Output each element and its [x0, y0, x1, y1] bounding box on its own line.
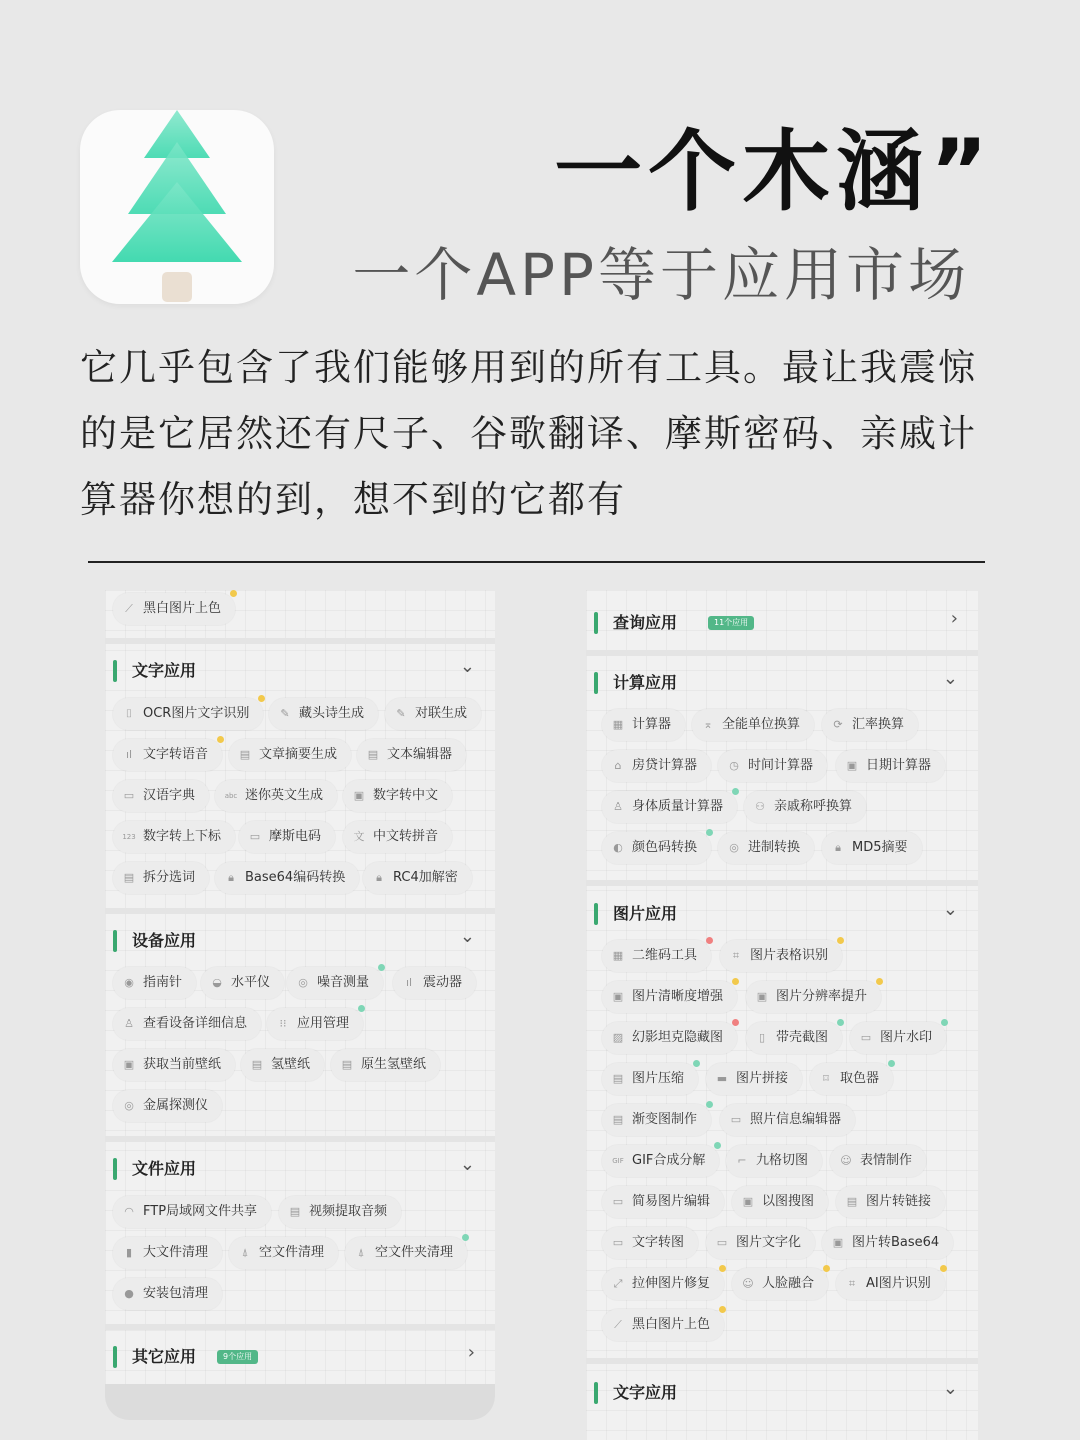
- palette-icon: ◐: [613, 841, 623, 854]
- chip-image-link[interactable]: ▤ 图片转链接: [836, 1186, 945, 1218]
- chip-color-code[interactable]: ◐ 颜色码转换: [602, 832, 711, 864]
- chip-mortgage[interactable]: ⌂ 房贷计算器: [602, 750, 711, 782]
- chip-morse[interactable]: ▭ 摩斯电码: [239, 821, 335, 853]
- chip-bmi[interactable]: ♙ 身体质量计算器: [602, 791, 737, 823]
- translate-icon: 文: [353, 830, 365, 843]
- number-icon: ▣: [353, 789, 365, 802]
- face-icon: ☺: [742, 1277, 754, 1290]
- chip-base-convert[interactable]: ◎ 进制转换: [718, 832, 814, 864]
- chip-ftp-share[interactable]: ◠ FTP局域网文件共享: [113, 1196, 271, 1228]
- chip-relatives[interactable]: ⚇ 亲戚称呼换算: [744, 791, 866, 823]
- chip-app-manager[interactable]: ⁝⁝ 应用管理: [267, 1008, 363, 1040]
- chip-dictionary[interactable]: ▭ 汉语字典: [113, 780, 209, 812]
- chip-gradient[interactable]: ▤ 渐变图制作: [602, 1104, 711, 1136]
- chip-ai-recognize[interactable]: ⌗ AI图片识别: [836, 1268, 945, 1300]
- pen-icon: ✎: [396, 707, 406, 720]
- chevron-right-icon[interactable]: ›: [467, 1342, 475, 1363]
- lock-icon: 🔒︎: [835, 841, 841, 854]
- chevron-down-icon[interactable]: ⌄: [942, 668, 958, 689]
- level-icon: ◒: [212, 976, 222, 989]
- chip-tts[interactable]: ıl 文字转语音: [113, 739, 222, 771]
- section-image-apps[interactable]: 图片应用 ⌄: [586, 895, 978, 935]
- wallpaper-icon: ▤: [251, 1058, 263, 1071]
- chip-color-picker[interactable]: ⌑ 取色器: [810, 1063, 893, 1095]
- chip-couplet[interactable]: ✎ 对联生成: [385, 698, 481, 730]
- detector-icon: ◎: [124, 1099, 134, 1112]
- chip-nine-grid[interactable]: ⌐ 九格切图: [726, 1145, 822, 1177]
- calculator-icon: ▦: [612, 718, 624, 731]
- section-query-apps[interactable]: 查询应用 11个应用 ›: [586, 604, 978, 644]
- chip-text-editor[interactable]: ▤ 文本编辑器: [357, 739, 466, 771]
- chip-device-info[interactable]: ♙ 查看设备详细信息: [113, 1008, 261, 1040]
- chip-split-words[interactable]: ▤ 拆分选词: [113, 862, 209, 894]
- app-icon: [80, 110, 274, 304]
- section-file-apps[interactable]: 文件应用 ⌄: [105, 1150, 495, 1190]
- chip-calculator[interactable]: ▦ 计算器: [602, 709, 685, 741]
- right-screenshot-panel: [586, 590, 978, 1440]
- house-icon: ⌂: [614, 759, 622, 772]
- chip-exchange-rate[interactable]: ⟳ 汇率换算: [822, 709, 918, 741]
- smile-icon: ☺: [840, 1154, 852, 1167]
- chip-text-to-image[interactable]: ▭ 文字转图: [602, 1227, 698, 1259]
- video-icon: ▤: [289, 1205, 301, 1218]
- text-image-icon: ▭: [612, 1236, 624, 1249]
- wifi-icon: ◠: [124, 1205, 134, 1218]
- chip-emoji-maker[interactable]: ☺ 表情制作: [830, 1145, 926, 1177]
- phone-icon: ▯: [758, 1031, 766, 1044]
- photo-info-icon: ▭: [730, 1113, 742, 1126]
- chip-hydrogen-wallpaper[interactable]: ▤ 氢壁纸: [241, 1049, 324, 1081]
- chip-phantom-tank[interactable]: ▨ 幻影坦克隐藏图: [602, 1022, 737, 1054]
- chip-gif[interactable]: GIF GIF合成分解: [602, 1145, 719, 1177]
- chip-stitch[interactable]: ▬ 图片拼接: [706, 1063, 802, 1095]
- base-icon: ◎: [729, 841, 739, 854]
- crop-icon: ⌐: [737, 1154, 747, 1167]
- app-count-badge: 11个应用: [708, 616, 754, 630]
- chip-ocr[interactable]: ⌷ OCR图片文字识别: [113, 698, 263, 730]
- chevron-down-icon[interactable]: ⌄: [459, 656, 475, 677]
- user-icon: ♙: [124, 1017, 134, 1030]
- left-screenshot-panel: [105, 590, 495, 1420]
- chip-rc4[interactable]: 🔒︎ RC4加解密: [363, 862, 472, 894]
- image-text-icon: ▭: [716, 1236, 728, 1249]
- section-other-apps[interactable]: 其它应用 9个应用 ›: [105, 1338, 495, 1378]
- gif-icon: GIF: [612, 1157, 624, 1165]
- doc-icon: ▤: [239, 748, 251, 761]
- chip-empty-file-clean[interactable]: ⍋ 空文件清理: [229, 1237, 338, 1269]
- watermark-icon: ▭: [860, 1031, 872, 1044]
- chip-unit-convert[interactable]: ⌅ 全能单位换算: [692, 709, 814, 741]
- brush-icon: ⟋: [125, 602, 133, 615]
- broom-icon: ⍋: [241, 1246, 249, 1259]
- scan-icon: ⌗: [732, 949, 740, 962]
- chip-qrcode[interactable]: ▦ 二维码工具: [602, 940, 711, 972]
- chip-upscale[interactable]: ▣ 图片分辨率提升: [746, 981, 881, 1013]
- package-icon: ●: [124, 1287, 134, 1300]
- lock-icon: 🔒︎: [376, 871, 382, 884]
- ai-scan-icon: ⌗: [848, 1277, 856, 1290]
- chip-native-wallpaper[interactable]: ▤ 原生氢壁纸: [331, 1049, 440, 1081]
- stretch-icon: ⤢: [613, 1277, 623, 1290]
- chip-stretch-fix[interactable]: ⤢ 拉伸图片修复: [602, 1268, 724, 1300]
- image-icon: ▣: [612, 990, 624, 1003]
- image-icon: ▣: [756, 990, 768, 1003]
- hidden-image-icon: ▨: [612, 1031, 624, 1044]
- chevron-down-icon[interactable]: ⌄: [459, 1154, 475, 1175]
- chip-empty-folder-clean[interactable]: ⍋ 空文件夹清理: [345, 1237, 467, 1269]
- chip-video-audio[interactable]: ▤ 视频提取音频: [279, 1196, 401, 1228]
- qrcode-icon: ▦: [612, 949, 624, 962]
- chip-exif-editor[interactable]: ▭ 照片信息编辑器: [720, 1104, 855, 1136]
- chip-num-to-chinese[interactable]: ▣ 数字转中文: [343, 780, 452, 812]
- audio-icon: ıl: [125, 748, 133, 761]
- chip-face-merge[interactable]: ☺ 人脸融合: [732, 1268, 828, 1300]
- compress-icon: ▤: [612, 1072, 624, 1085]
- section-text-apps[interactable]: 文字应用 ⌄: [105, 652, 495, 692]
- chip-mini-english[interactable]: abc 迷你英文生成: [215, 780, 337, 812]
- chevron-right-icon[interactable]: ›: [950, 608, 958, 629]
- gradient-icon: ▤: [612, 1113, 624, 1126]
- vibrate-icon: ıl: [405, 976, 413, 989]
- divider: [88, 561, 985, 563]
- chip-summary[interactable]: ▤ 文章摘要生成: [229, 739, 351, 771]
- wallpaper-icon: ▤: [341, 1058, 353, 1071]
- image-code-icon: ▣: [832, 1236, 844, 1249]
- broom-icon: ⍋: [357, 1246, 365, 1259]
- chevron-down-icon[interactable]: ⌄: [942, 899, 958, 920]
- clock-icon: ◷: [729, 759, 739, 772]
- chip-image-base64[interactable]: ▣ 图片转Base64: [822, 1227, 953, 1259]
- chip-acrostic[interactable]: ✎ 藏头诗生成: [269, 698, 378, 730]
- book-icon: ▭: [123, 789, 135, 802]
- chip-get-wallpaper[interactable]: ▣ 获取当前壁纸: [113, 1049, 235, 1081]
- 123-icon: 123: [122, 833, 136, 841]
- compass-icon: ◉: [124, 976, 134, 989]
- people-icon: ⚇: [755, 800, 765, 813]
- eyedropper-icon: ⌑: [823, 1072, 829, 1085]
- chip-reverse-search[interactable]: ▣ 以图搜图: [732, 1186, 828, 1218]
- chip-watermark[interactable]: ▭ 图片水印: [850, 1022, 946, 1054]
- chip-time-calc[interactable]: ◷ 时间计算器: [718, 750, 827, 782]
- link-icon: ▤: [846, 1195, 858, 1208]
- chip-md5[interactable]: 🔒︎ MD5摘要: [822, 832, 922, 864]
- doc-icon: ▤: [123, 871, 135, 884]
- edit-image-icon: ▭: [612, 1195, 624, 1208]
- tree-logo-icon: [80, 110, 274, 304]
- body-icon: ♙: [613, 800, 623, 813]
- ocr-icon: ⌷: [125, 707, 133, 720]
- brush-icon: ⟋: [614, 1318, 622, 1331]
- pen-icon: ✎: [280, 707, 290, 720]
- chip-apk-clean[interactable]: ● 安装包清理: [113, 1278, 222, 1310]
- hero-title: 一个木涵”: [554, 120, 994, 223]
- chip-compass[interactable]: ◉ 指南针: [113, 967, 196, 999]
- chip-simple-edit[interactable]: ▭ 简易图片编辑: [602, 1186, 724, 1218]
- chip-bw-colorize-2[interactable]: ⟋ 黑白图片上色: [602, 1309, 724, 1341]
- calendar-icon: ▣: [846, 759, 858, 772]
- chip-date-calc[interactable]: ▣ 日期计算器: [836, 750, 945, 782]
- morse-icon: ▭: [249, 830, 261, 843]
- hero-subtitle: 一个APP等于应用市场: [352, 241, 970, 309]
- lock-icon: 🔒︎: [228, 871, 234, 884]
- trash-icon: ▮: [125, 1246, 133, 1259]
- image-search-icon: ▣: [742, 1195, 754, 1208]
- chevron-down-icon[interactable]: ⌄: [459, 926, 475, 947]
- chip-base64[interactable]: 🔒︎ Base64编码转换: [215, 862, 359, 894]
- chip-metal-detector[interactable]: ◎ 金属探测仪: [113, 1090, 222, 1122]
- exchange-icon: ⟳: [833, 718, 843, 731]
- chip-big-file-clean[interactable]: ▮ 大文件清理: [113, 1237, 222, 1269]
- chip-compress[interactable]: ▤ 图片压缩: [602, 1063, 698, 1095]
- doc-icon: ▤: [367, 748, 379, 761]
- grid-icon: ⁝⁝: [279, 1017, 287, 1030]
- section-calc-apps[interactable]: 计算应用 ⌄: [586, 664, 978, 704]
- abc-icon: abc: [224, 792, 238, 800]
- convert-icon: ⌅: [703, 718, 713, 731]
- app-count-badge: 9个应用: [217, 1350, 258, 1364]
- noise-icon: ◎: [298, 976, 308, 989]
- chip-pinyin[interactable]: 文 中文转拼音: [343, 821, 452, 853]
- image-icon: ▣: [123, 1058, 135, 1071]
- chip-bw-colorize[interactable]: ⟋ 黑白图片上色: [113, 593, 235, 625]
- chip-level[interactable]: ◒ 水平仪: [201, 967, 284, 999]
- section-text-apps[interactable]: 文字应用 ⌄: [586, 1374, 978, 1414]
- chip-sub-superscript[interactable]: 123 数字转上下标: [113, 821, 235, 853]
- chip-sharpen[interactable]: ▣ 图片清晰度增强: [602, 981, 737, 1013]
- chip-vibrator[interactable]: ıl 震动器: [393, 967, 476, 999]
- intro-text: 它几乎包含了我们能够用到的所有工具。最让我震惊的是它居然还有尺子、谷歌翻译、摩斯密码、亲戚计算器你想的到，想不到的它都有: [80, 346, 977, 521]
- chip-noise[interactable]: ◎ 噪音测量: [287, 967, 383, 999]
- section-device-apps[interactable]: 设备应用 ⌄: [105, 922, 495, 962]
- stitch-icon: ▬: [716, 1072, 728, 1085]
- chevron-down-icon[interactable]: ⌄: [942, 1378, 958, 1399]
- chip-device-frame[interactable]: ▯ 带壳截图: [746, 1022, 842, 1054]
- chip-image-to-text-art[interactable]: ▭ 图片文字化: [706, 1227, 815, 1259]
- chip-table-ocr[interactable]: ⌗ 图片表格识别: [720, 940, 842, 972]
